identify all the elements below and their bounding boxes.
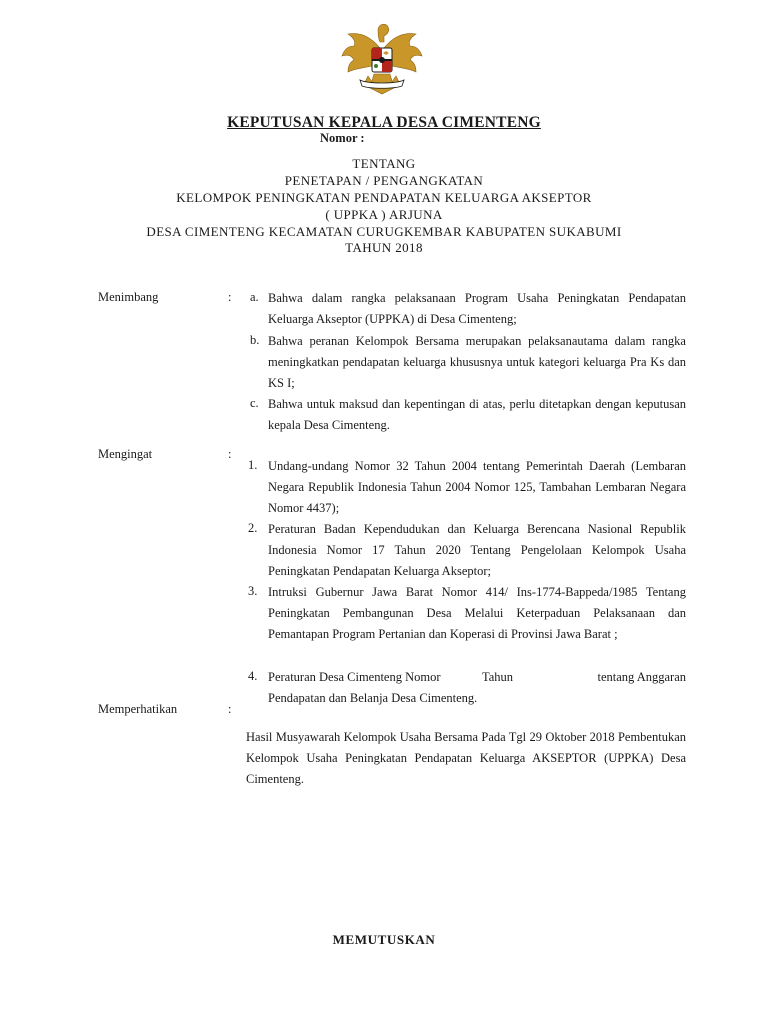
document-title: KEPUTUSAN KEPALA DESA CIMENTENG [227,114,541,131]
document-number-label: Nomor : [320,131,365,145]
mengingat-item-3: Intruksi Gubernur Jawa Barat Nomor 414/ Ins-1774-Bappeda/1985 Tentang Peningkatan Pembangunan Desa Melalui Keterpaduan Pelaksanaan dan Pemantapan Program Pertanian dan Koperasi di Provinsi Jawa Barat ; [268,585,686,641]
garuda-emblem-icon [334,18,430,98]
header-line-2: PENETAPAN / PENGANGKATAN [284,173,484,188]
section-label-mengingat: Mengingat [98,447,153,461]
list-marker: 3. [248,584,258,598]
item-4-part-b: Tahun [482,670,514,684]
section-colon: : [228,290,232,304]
list-marker: 4. [248,669,258,683]
list-marker: c. [250,396,259,410]
section-colon: : [228,447,232,461]
item-4-part-d: Pendapatan dan Belanja Desa Cimenteng. [268,691,478,705]
menimbang-item-a: Bahwa dalam rangka pelaksanaan Program Usaha Peningkatan Pendapatan Keluarga Akseptor (UPPKA) di Desa Cimenteng; [268,291,686,326]
header-line-1: TENTANG [352,156,416,171]
memperhatikan-text: Hasil Musyawarah Kelompok Usaha Bersama Pada Tgl 29 Oktober 2018 Pembentukan Kelompok Usaha Peningkatan Pendapatan Keluarga AKSEPTOR (UPPKA) Desa Cimenteng. [246,730,686,786]
mengingat-item-2: Peraturan Badan Kependudukan dan Keluarga Berencana Nasional Republik Indonesia Nomor 17 Tahun 2020 Tentang Pengelolaan Kelompok Usaha Peningkatan Pendapatan Keluarga Akseptor; [268,522,686,578]
mengingat-item-1: Undang-undang Nomor 32 Tahun 2004 tentang Pemerintah Daerah (Lembaran Negara Republik Indonesia Tahun 2004 Nomor 125, Tambahan Lembaran Negara Nomor 4437); [268,459,686,515]
list-marker: a. [250,290,259,304]
header-line-5: DESA CIMENTENG KECAMATAN CURUGKEMBAR KABUPATEN SUKABUMI [146,224,622,239]
item-4-part-a: Peraturan Desa Cimenteng Nomor [268,670,441,684]
item-4-part-c: tentang Anggaran [597,670,686,684]
section-label-memperhatikan: Memperhatikan [98,702,178,716]
header-line-6: TAHUN 2018 [345,240,423,255]
list-marker: b. [250,333,260,347]
header-line-4: ( UPPKA ) ARJUNA [325,207,443,222]
menimbang-item-b: Bahwa peranan Kelompok Bersama merupakan pelaksanautama dalam rangka meningkatkan pendapatan keluarga khususnya untuk kategori keluarga Pra Ks dan KS I; [268,334,686,390]
list-marker: 1. [248,458,258,472]
mengingat-item-4 [268,667,686,709]
section-label-menimbang: Menimbang [98,290,159,304]
menimbang-item-c: Bahwa untuk maksud dan kepentingan di atas, perlu ditetapkan dengan keputusan kepala Desa Cimenteng. [268,397,686,432]
header-line-3: KELOMPOK PENINGKATAN PENDAPATAN KELUARGA AKSEPTOR [176,190,592,205]
decision-heading: MEMUTUSKAN [332,932,436,947]
section-colon: : [228,702,232,716]
list-marker: 2. [248,521,258,535]
